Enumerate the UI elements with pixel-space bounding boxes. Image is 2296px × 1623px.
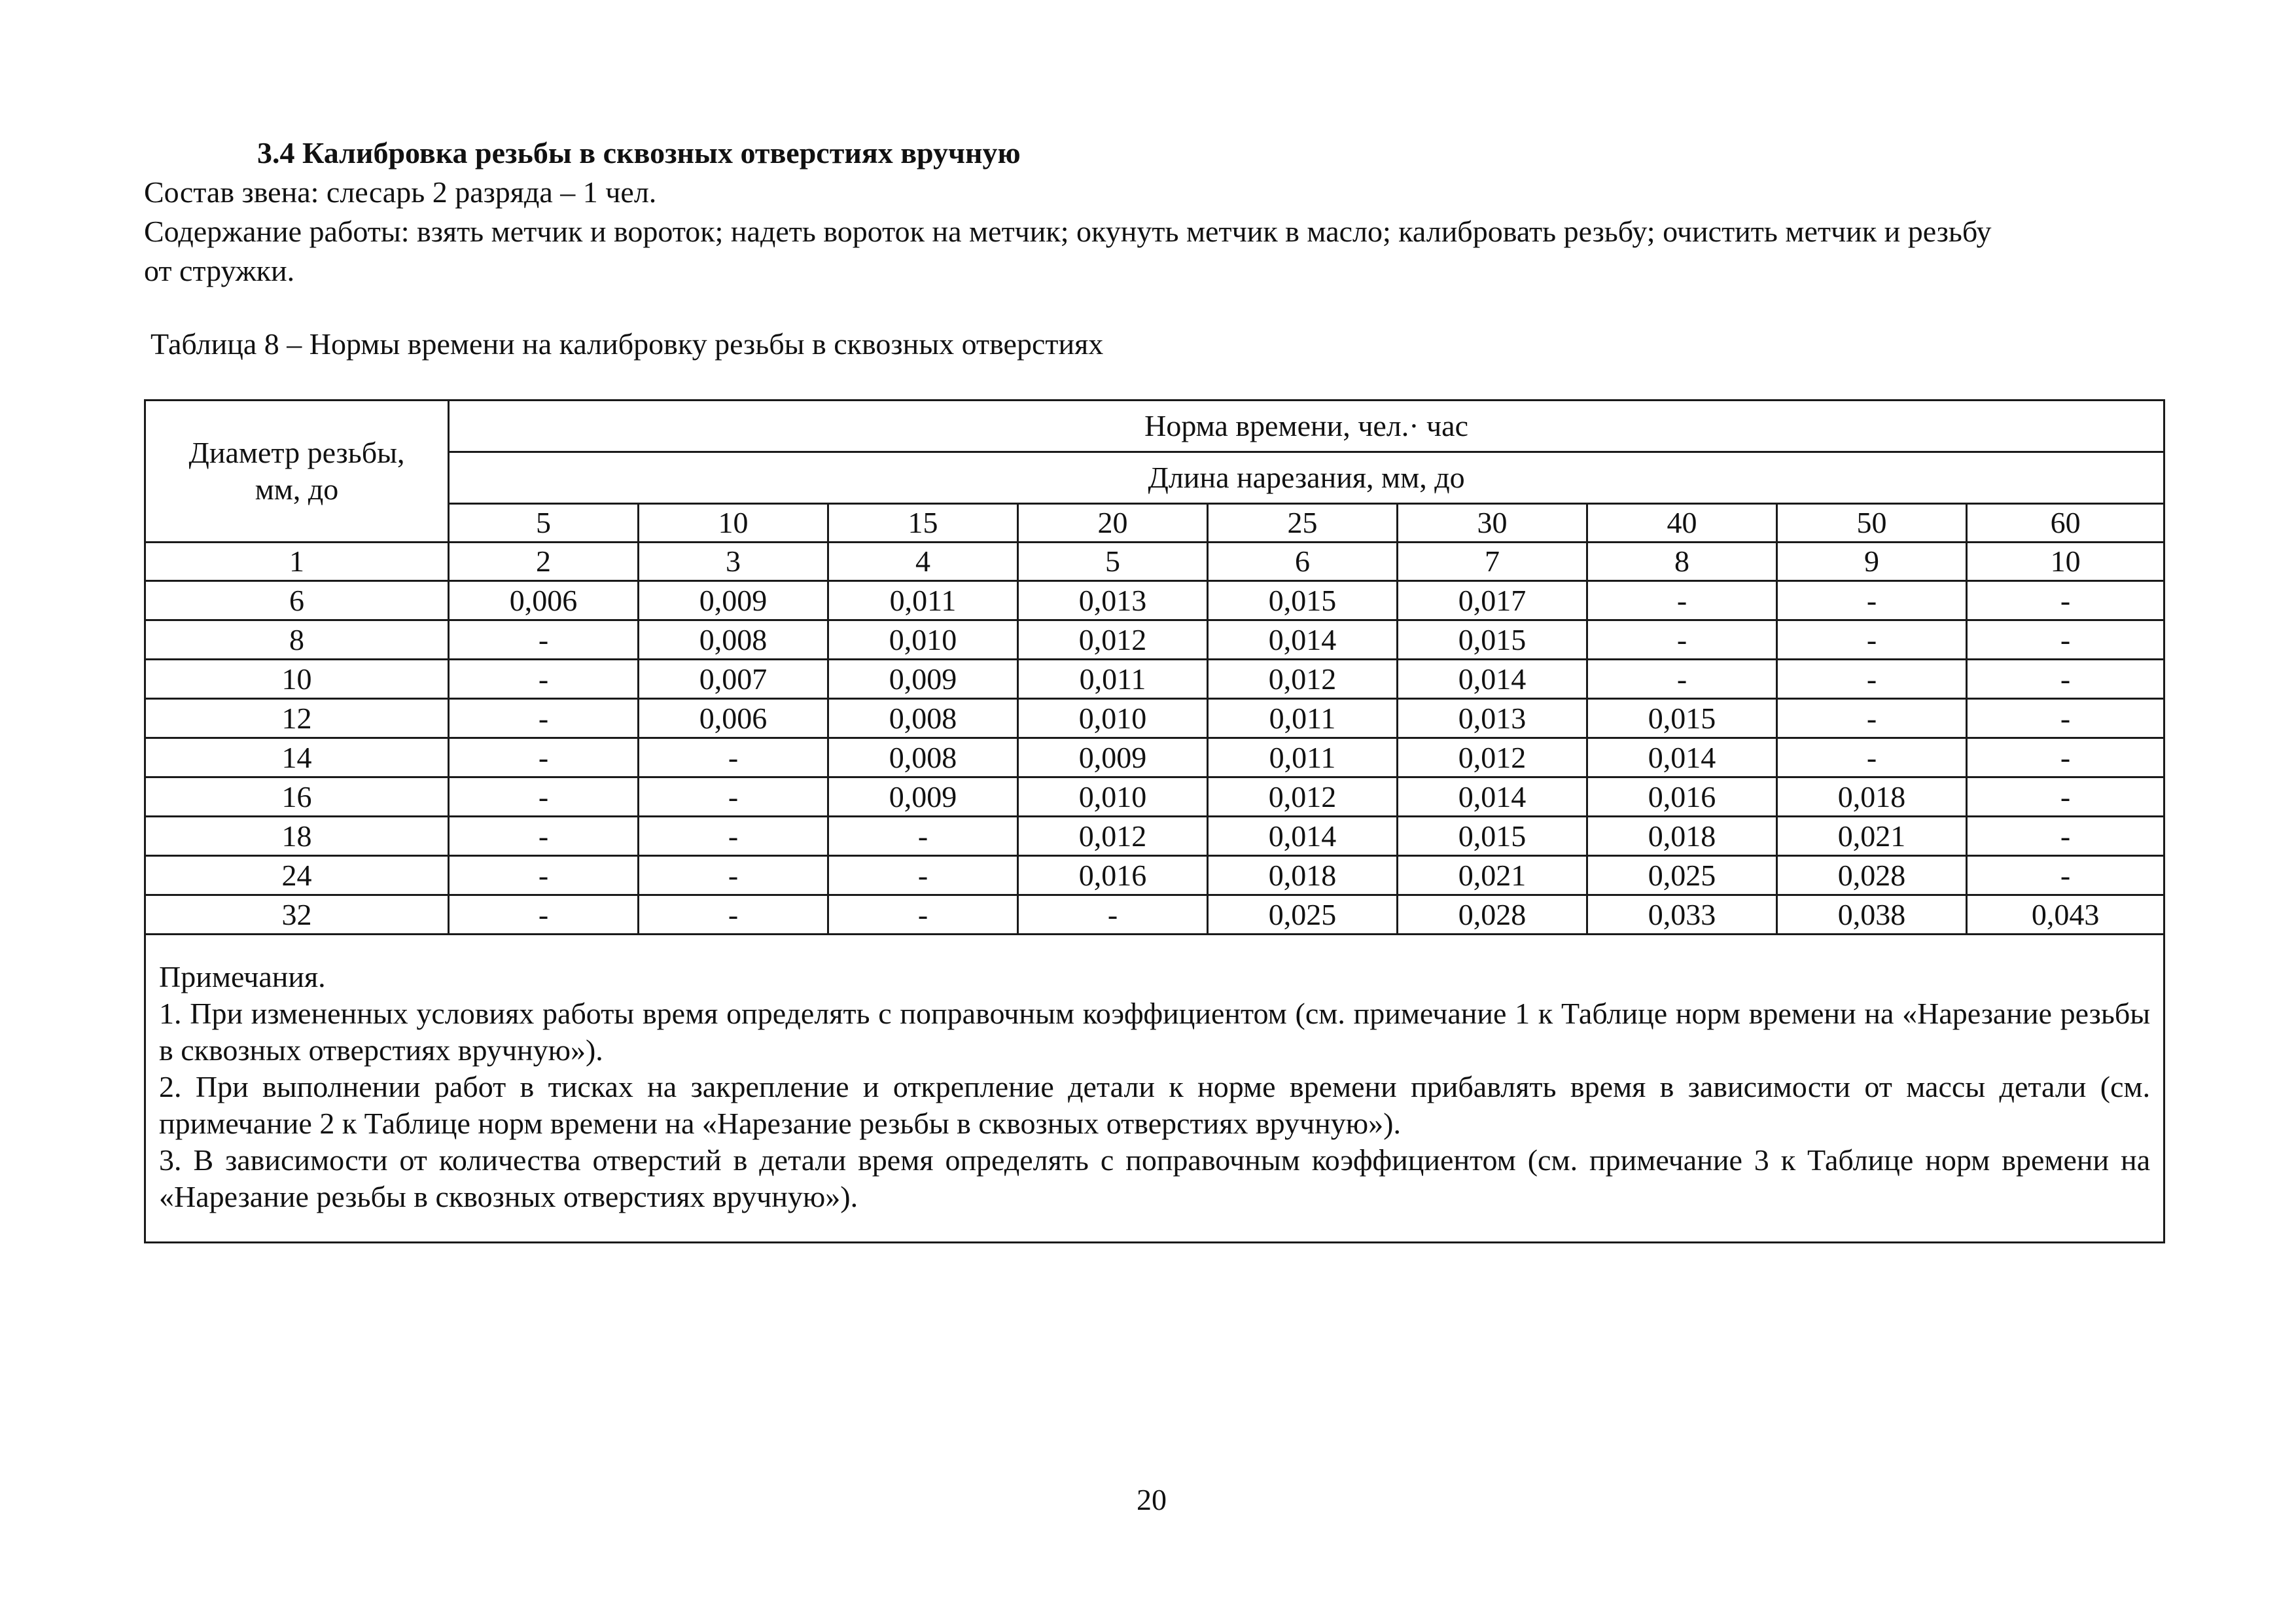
time-norm-cell: - bbox=[449, 620, 639, 660]
time-norm-cell: - bbox=[639, 738, 828, 777]
time-norm-cell: - bbox=[828, 895, 1018, 935]
column-number-cell: 9 bbox=[1777, 543, 1967, 581]
time-norm-cell: - bbox=[1967, 660, 2164, 699]
column-numbers-row bbox=[145, 543, 2164, 581]
table-row bbox=[145, 581, 2164, 620]
length-header-cell: 40 bbox=[1587, 504, 1777, 543]
time-norm-cell: 0,018 bbox=[1777, 777, 1967, 817]
time-norms-table bbox=[144, 399, 2165, 1243]
time-norm-cell: 0,014 bbox=[1587, 738, 1777, 777]
table-row bbox=[145, 895, 2164, 935]
time-norm-cell: - bbox=[449, 777, 639, 817]
column-number-cell: 8 bbox=[1587, 543, 1777, 581]
time-norm-header: Норма времени, чел.· час bbox=[449, 401, 2164, 452]
time-norm-cell: - bbox=[1777, 738, 1967, 777]
diameter-column-header bbox=[145, 401, 449, 543]
time-norm-cell: - bbox=[1967, 699, 2164, 738]
note-2: 2. При выполнении работ в тисках на закрепление и открепление детали к норме времени прибавлять время в зависимости от массы детали (см. примечание 2 к Таблице норм времени на «Нарезание резьбы в сквозных отверстиях вручную»). bbox=[159, 1070, 2151, 1140]
table-caption: Таблица 8 – Нормы времени на калибровку резьбы в сквозных отверстиях bbox=[150, 327, 1104, 361]
time-norm-cell: - bbox=[1967, 620, 2164, 660]
work-content-line-1: Содержание работы: взять метчик и вороток; надеть вороток на метчик; окунуть метчик в масло; калибровать резьбу; очистить метчик и резьбу bbox=[144, 215, 1992, 248]
time-norm-cell: 0,015 bbox=[1398, 817, 1587, 856]
time-norm-cell: 0,013 bbox=[1018, 581, 1208, 620]
length-header-cell: 20 bbox=[1018, 504, 1208, 543]
time-norm-cell: 0,011 bbox=[1018, 660, 1208, 699]
column-number-cell: 6 bbox=[1208, 543, 1398, 581]
time-norm-cell: - bbox=[1587, 620, 1777, 660]
table-row bbox=[145, 699, 2164, 738]
length-header-cell: 60 bbox=[1967, 504, 2164, 543]
time-norm-cell: 0,008 bbox=[828, 738, 1018, 777]
time-norm-cell: 0,014 bbox=[1208, 620, 1398, 660]
time-norm-cell: 0,012 bbox=[1208, 660, 1398, 699]
time-norm-cell: - bbox=[1967, 817, 2164, 856]
section-heading: 3.4 Калибровка резьбы в сквозных отверстиях вручную bbox=[257, 136, 1021, 169]
diameter-cell: 24 bbox=[145, 856, 449, 895]
time-norm-cell: 0,018 bbox=[1587, 817, 1777, 856]
time-norm-cell: - bbox=[639, 856, 828, 895]
time-norm-cell: - bbox=[639, 777, 828, 817]
diameter-cell: 18 bbox=[145, 817, 449, 856]
length-header-cell: 5 bbox=[449, 504, 639, 543]
time-norm-cell: - bbox=[1967, 777, 2164, 817]
diameter-cell: 10 bbox=[145, 660, 449, 699]
time-norm-cell: 0,011 bbox=[828, 581, 1018, 620]
time-norm-cell: 0,009 bbox=[639, 581, 828, 620]
length-header-cell: 10 bbox=[639, 504, 828, 543]
time-norm-cell: 0,017 bbox=[1398, 581, 1587, 620]
time-norm-cell: 0,028 bbox=[1777, 856, 1967, 895]
time-norm-cell: 0,015 bbox=[1208, 581, 1398, 620]
time-norm-cell: 0,033 bbox=[1587, 895, 1777, 935]
notes-cell bbox=[145, 935, 2164, 1243]
length-header-cell: 15 bbox=[828, 504, 1018, 543]
time-norm-cell: 0,016 bbox=[1587, 777, 1777, 817]
time-norm-cell: 0,014 bbox=[1398, 660, 1587, 699]
time-norm-cell: 0,012 bbox=[1208, 777, 1398, 817]
time-norm-cell: 0,012 bbox=[1018, 620, 1208, 660]
time-norm-cell: 0,025 bbox=[1587, 856, 1777, 895]
table-row bbox=[145, 660, 2164, 699]
time-norm-cell: - bbox=[1777, 581, 1967, 620]
time-norm-cell: - bbox=[828, 856, 1018, 895]
time-norm-cell: - bbox=[449, 856, 639, 895]
cut-length-header: Длина нарезания, мм, до bbox=[449, 452, 2164, 504]
time-norm-cell: 0,012 bbox=[1018, 817, 1208, 856]
table-row bbox=[145, 620, 2164, 660]
column-number-cell: 7 bbox=[1398, 543, 1587, 581]
diameter-cell: 32 bbox=[145, 895, 449, 935]
length-header-cell: 30 bbox=[1398, 504, 1587, 543]
table-row bbox=[145, 856, 2164, 895]
time-norm-cell: 0,007 bbox=[639, 660, 828, 699]
length-header-cell: 25 bbox=[1208, 504, 1398, 543]
time-norm-cell: 0,011 bbox=[1208, 699, 1398, 738]
time-norm-cell: 0,010 bbox=[1018, 699, 1208, 738]
time-norm-cell: - bbox=[449, 817, 639, 856]
length-header-cell: 50 bbox=[1777, 504, 1967, 543]
column-number-cell: 2 bbox=[449, 543, 639, 581]
time-norm-cell: - bbox=[1777, 620, 1967, 660]
time-norm-cell: 0,006 bbox=[449, 581, 639, 620]
time-norm-cell: 0,010 bbox=[1018, 777, 1208, 817]
time-norm-cell: 0,015 bbox=[1398, 620, 1587, 660]
diameter-header-line-2: мм, до bbox=[255, 473, 339, 506]
time-norm-cell: - bbox=[1967, 856, 2164, 895]
time-norm-cell: - bbox=[1587, 581, 1777, 620]
table-row bbox=[145, 817, 2164, 856]
time-norm-cell: 0,021 bbox=[1777, 817, 1967, 856]
time-norm-cell: 0,014 bbox=[1208, 817, 1398, 856]
column-number-cell: 10 bbox=[1967, 543, 2164, 581]
column-number-cell: 5 bbox=[1018, 543, 1208, 581]
time-norm-cell: 0,011 bbox=[1208, 738, 1398, 777]
page-number: 20 bbox=[1137, 1483, 1167, 1516]
notes-title: Примечания. bbox=[159, 960, 326, 993]
time-norm-cell: - bbox=[828, 817, 1018, 856]
column-number-cell: 3 bbox=[639, 543, 828, 581]
time-norm-cell: 0,028 bbox=[1398, 895, 1587, 935]
time-norm-cell: 0,016 bbox=[1018, 856, 1208, 895]
time-norm-cell: 0,009 bbox=[828, 777, 1018, 817]
diameter-cell: 6 bbox=[145, 581, 449, 620]
time-norm-cell: - bbox=[639, 817, 828, 856]
time-norm-cell: 0,038 bbox=[1777, 895, 1967, 935]
diameter-cell: 16 bbox=[145, 777, 449, 817]
time-norm-cell: 0,013 bbox=[1398, 699, 1587, 738]
time-norm-cell: 0,008 bbox=[828, 699, 1018, 738]
time-norm-cell: 0,010 bbox=[828, 620, 1018, 660]
time-norm-cell: - bbox=[1967, 581, 2164, 620]
time-norm-cell: 0,015 bbox=[1587, 699, 1777, 738]
time-norm-cell: - bbox=[1777, 699, 1967, 738]
table-row bbox=[145, 738, 2164, 777]
time-norm-cell: 0,008 bbox=[639, 620, 828, 660]
table-body bbox=[145, 581, 2164, 935]
diameter-cell: 8 bbox=[145, 620, 449, 660]
time-norm-cell: - bbox=[639, 895, 828, 935]
table-header bbox=[145, 401, 2164, 581]
diameter-cell: 14 bbox=[145, 738, 449, 777]
time-norm-cell: 0,018 bbox=[1208, 856, 1398, 895]
time-norm-cell: 0,009 bbox=[1018, 738, 1208, 777]
diameter-cell: 12 bbox=[145, 699, 449, 738]
time-norm-cell: 0,025 bbox=[1208, 895, 1398, 935]
time-norm-cell: - bbox=[1018, 895, 1208, 935]
time-norm-cell: - bbox=[449, 660, 639, 699]
time-norm-cell: 0,021 bbox=[1398, 856, 1587, 895]
time-norm-cell: 0,006 bbox=[639, 699, 828, 738]
crew-composition: Состав звена: слесарь 2 разряда – 1 чел. bbox=[144, 175, 657, 209]
note-3: 3. В зависимости от количества отверстий в детали время определять с поправочным коэффициентом (см. примечание 3 к Таблице норм времени на «Нарезание резьбы в сквозных отверстиях вручную»). bbox=[159, 1143, 2151, 1213]
time-norm-cell: - bbox=[1777, 660, 1967, 699]
work-content-line-2: от стружки. bbox=[144, 254, 295, 287]
column-number-cell: 1 bbox=[145, 543, 449, 581]
note-1: 1. При измененных условиях работы время определять с поправочным коэффициентом (см. примечание 1 к Таблице норм времени на «Нарезание резьбы в сквозных отверстиях вручную»). bbox=[159, 997, 2151, 1067]
time-norm-cell: 0,043 bbox=[1967, 895, 2164, 935]
column-number-cell: 4 bbox=[828, 543, 1018, 581]
time-norm-cell: 0,014 bbox=[1398, 777, 1587, 817]
time-norm-cell: - bbox=[449, 895, 639, 935]
time-norm-cell: 0,009 bbox=[828, 660, 1018, 699]
time-norm-cell: 0,012 bbox=[1398, 738, 1587, 777]
time-norm-cell: - bbox=[1967, 738, 2164, 777]
table-row bbox=[145, 777, 2164, 817]
diameter-header-line-1: Диаметр резьбы, bbox=[188, 436, 405, 469]
time-norm-cell: - bbox=[1587, 660, 1777, 699]
time-norm-cell: - bbox=[449, 699, 639, 738]
time-norm-cell: - bbox=[449, 738, 639, 777]
